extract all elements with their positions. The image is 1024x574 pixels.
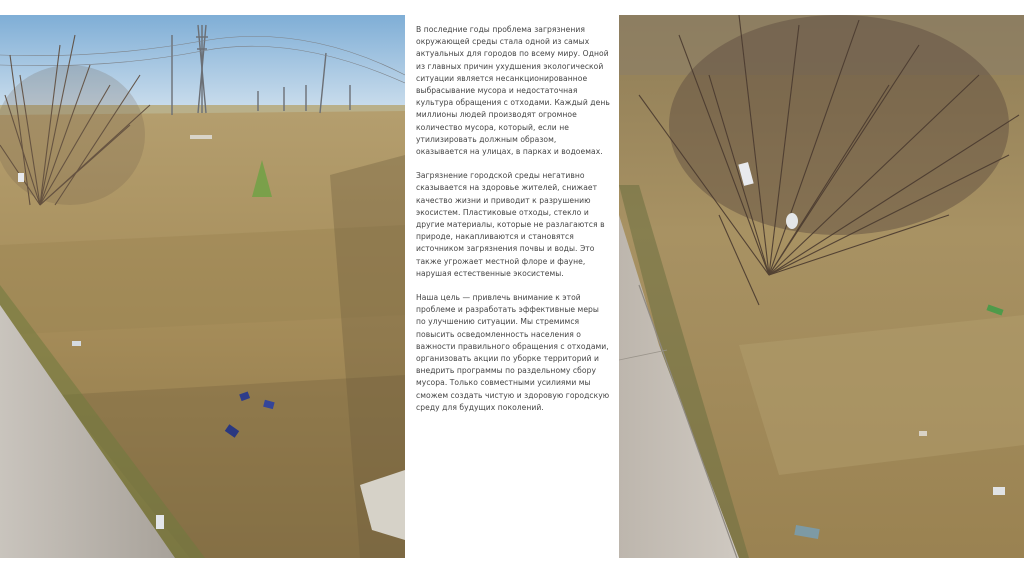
paragraph-3: Наша цель — привлечь внимание к этой проблеме и разработать эффективные меры по улучшению ситуации. Мы стремимся повысить осведомленность населения о важности правильного обращения с отходами, организовать акции по уборке территорий и внедрить программы по раздельному сбору мусора. Только совместными усилиями мы сможем создать чистую и здоровую городскую среду для будущих поколений. bbox=[416, 293, 610, 412]
field-photo-left-image bbox=[0, 15, 405, 558]
paragraph-2: Загрязнение городской среды негативно сказывается на здоровье жителей, снижает качество жизни и приводит к разрушению экосистем. Пластиковые отходы, стекло и другие материалы, которые не разлагаются в природе, накапливаются и становятся источником загрязнения почвы и воды. Это также угрожает местной флоре и фауне, нарушая естественные экосистемы. bbox=[416, 171, 605, 278]
article-text bbox=[416, 24, 610, 544]
photo-field-litter-right bbox=[619, 15, 1024, 558]
photo-field-litter-left bbox=[0, 15, 405, 558]
paragraph-1: В последние годы проблема загрязнения окружающей среды стала одной из самых актуальных для городов по всему миру. Одной из главных причин ухудшения экологической ситуации является несанкционированное выбрасывание мусора и недостаточная культура обращения с отходами. Каждый день миллионы людей производят огромное количество мусора, который, если не утилизировать должным образом, оказывается на улицах, в парках и водоемах. bbox=[416, 25, 610, 157]
field-photo-right-image bbox=[619, 15, 1024, 558]
